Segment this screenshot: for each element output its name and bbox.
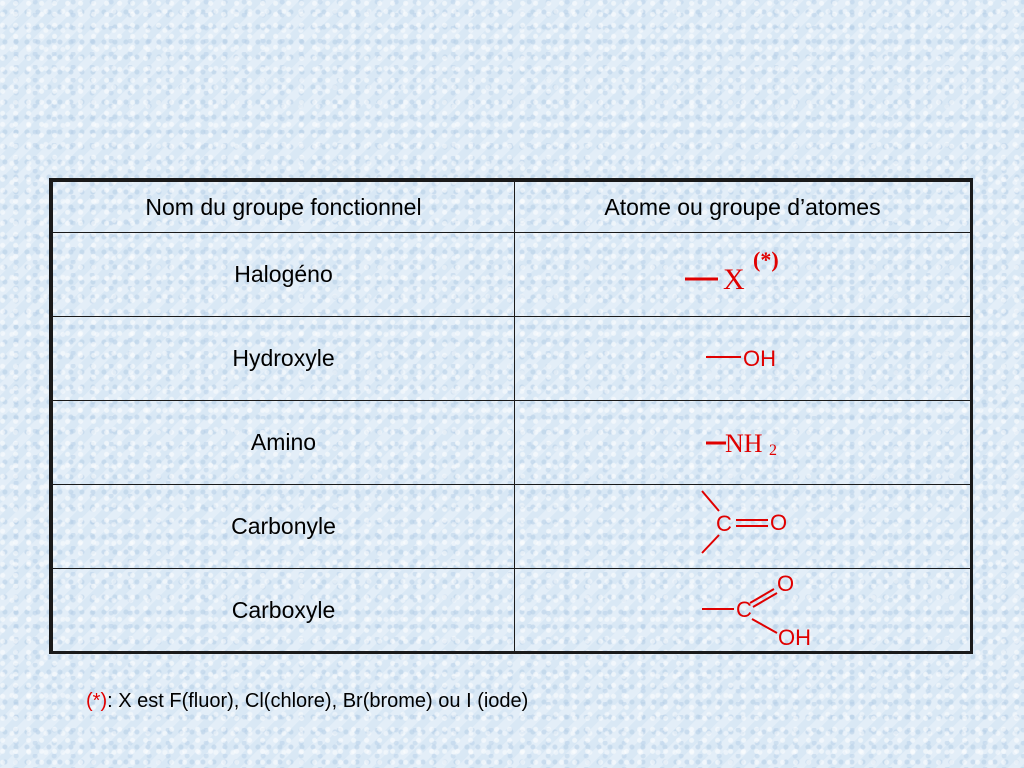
footnote-marker: (*) (86, 690, 108, 712)
amino-subscript: 2 (768, 441, 777, 459)
footnote-text: : X est F(fluor), Cl(chlore), Br(brome) ou I (iode) (107, 690, 529, 712)
amino-symbol: NH (724, 428, 763, 458)
formula-cell-carbonyle (515, 485, 971, 569)
group-name-carboxyle: Carboxyle (53, 569, 515, 653)
carboxyl-oxygen: O (776, 570, 794, 596)
hydroxyl-symbol: OH (742, 345, 776, 371)
hydroxyl-formula (673, 329, 813, 389)
footnote (86, 690, 528, 713)
group-name-halogeno: Halogéno (53, 233, 515, 317)
halogen-symbol: X (722, 262, 745, 296)
header-atom-group: Atome ou groupe d’atomes (515, 182, 971, 233)
halogen-asterisk-marker: (*) (752, 246, 779, 272)
carboxyl-carbon: C (735, 596, 752, 622)
table-row-amino (53, 401, 971, 485)
carboxyl-hydroxyl: OH (777, 624, 811, 650)
table-grid (52, 181, 971, 653)
table-row-carbonyle (53, 485, 971, 569)
carbonyl-carbon: C (715, 510, 732, 536)
table-row-halogeno (53, 233, 971, 317)
single-bond-line (752, 619, 777, 633)
table-header-row (53, 182, 971, 233)
halogen-formula (673, 245, 813, 305)
group-name-hydroxyle: Hydroxyle (53, 317, 515, 401)
bond-line-upper (702, 491, 719, 511)
carbonyl-formula (673, 487, 813, 567)
functional-groups-table (49, 178, 973, 654)
group-name-carbonyle: Carbonyle (53, 485, 515, 569)
table-row-hydroxyle (53, 317, 971, 401)
formula-cell-carboxyle (515, 569, 971, 653)
header-group-name: Nom du groupe fonctionnel (53, 182, 515, 233)
formula-cell-amino (515, 401, 971, 485)
amino-formula (673, 413, 813, 473)
formula-cell-halogeno (515, 233, 971, 317)
table-row-carboxyle (53, 569, 971, 653)
formula-cell-hydroxyle (515, 317, 971, 401)
bond-line-lower (702, 535, 719, 553)
group-name-amino: Amino (53, 401, 515, 485)
carboxyl-formula (673, 571, 813, 651)
carbonyl-oxygen: O (769, 509, 787, 535)
